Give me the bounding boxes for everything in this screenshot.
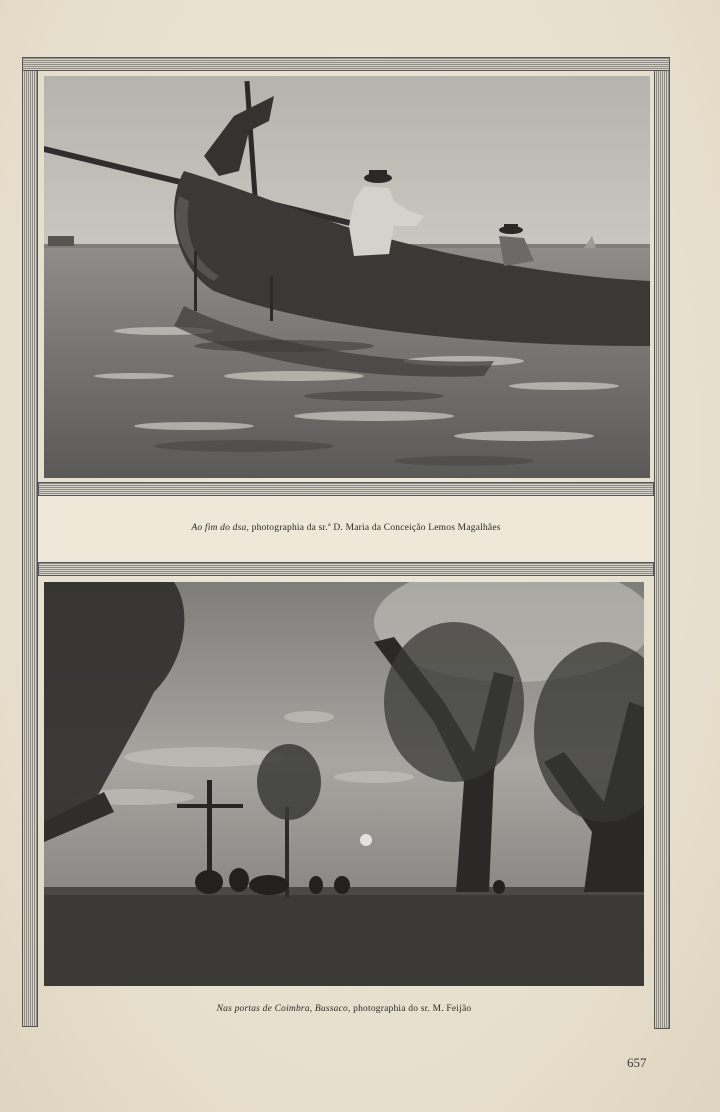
- top-caption-title: Ao fim do dsa,: [191, 523, 250, 533]
- bottom-caption-title: Nas portas de Coimbra, Bussaco,: [216, 1004, 351, 1014]
- frame-left-border: [22, 57, 38, 1027]
- frame-top-border: [22, 57, 670, 71]
- bottom-caption: [44, 1004, 644, 1014]
- top-caption-credit: photographia da sr.ª D. Maria da Conceição Lemos Magalhães: [249, 523, 501, 533]
- top-caption: [38, 523, 654, 533]
- top-photograph: [44, 76, 650, 478]
- bottom-photograph: [44, 582, 644, 986]
- top-caption-box: [38, 496, 654, 562]
- frame-middle-border-lower: [38, 562, 654, 576]
- bottom-caption-credit: photographia do sr. M. Feijão: [350, 1004, 472, 1014]
- frame-middle-border-upper: [38, 482, 654, 496]
- frame-right-border: [654, 57, 670, 1029]
- page-number: 657: [627, 1055, 647, 1070]
